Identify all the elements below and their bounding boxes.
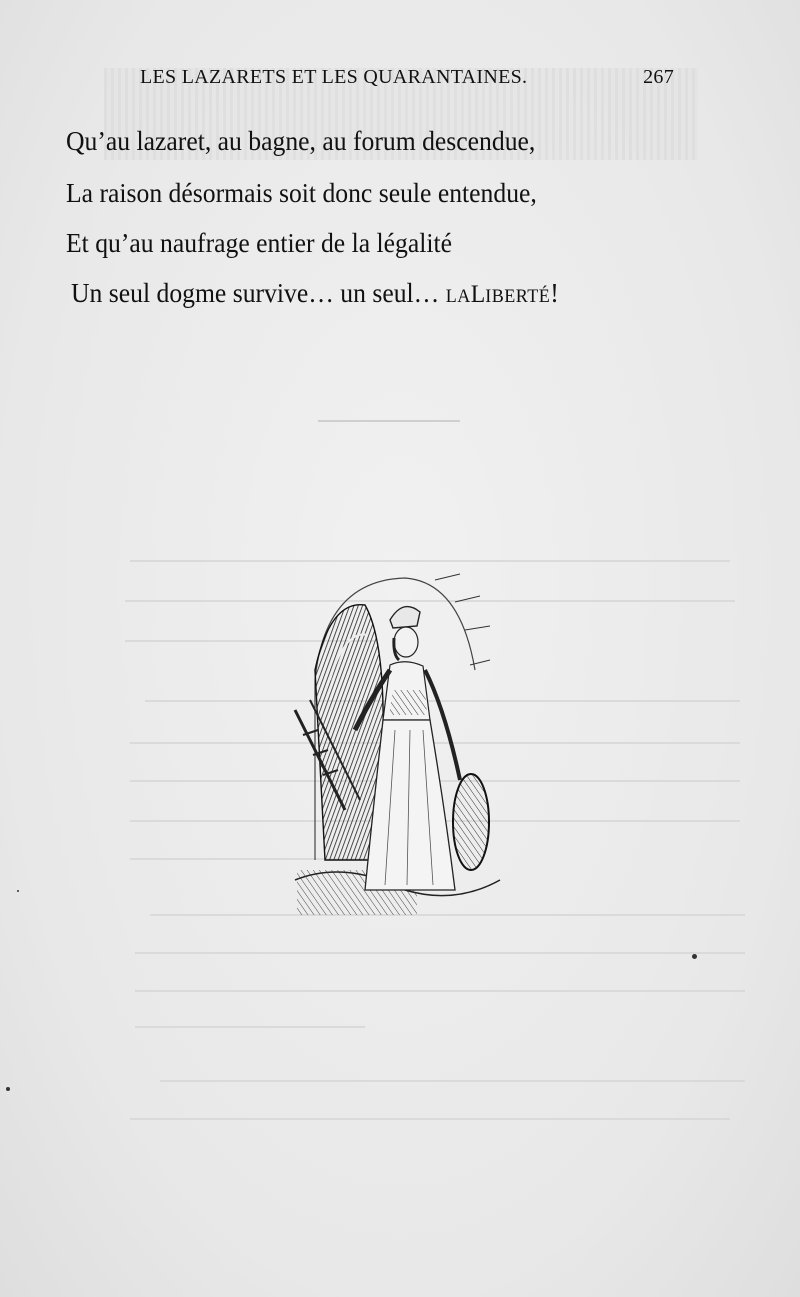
running-title: LES LAZARETS ET LES QUARANTAINES.: [140, 66, 528, 88]
verse-line-1: Qu’au lazaret, au bagne, au forum descendue,: [66, 126, 536, 156]
verse-line-4-text: Un seul dogme survive… un seul…: [71, 278, 440, 308]
verse-line-2: La raison désormais soit donc seule entendue,: [66, 178, 537, 208]
show-through-line: [135, 1026, 365, 1028]
small-caps-capital: L: [470, 281, 486, 308]
paper-speck: [17, 890, 19, 892]
liberty-figure-engraving-icon: [285, 560, 515, 930]
small-caps-article: LA: [445, 286, 471, 307]
verse-line-3: Et qu’au naufrage entier de la légalité: [66, 228, 452, 258]
show-through-line: [135, 952, 745, 954]
show-through-line: [160, 1080, 745, 1082]
show-through-line: [135, 990, 745, 992]
show-through-line: [130, 1118, 730, 1120]
paper-speck: [6, 1087, 10, 1091]
page-number: 267: [643, 66, 674, 88]
exclamation-mark: !: [550, 278, 559, 308]
small-caps-rest: IBERTÉ: [485, 286, 551, 307]
show-through-rule: [318, 420, 460, 422]
paper-speck: [692, 954, 697, 959]
verse-line-4: [71, 278, 559, 309]
